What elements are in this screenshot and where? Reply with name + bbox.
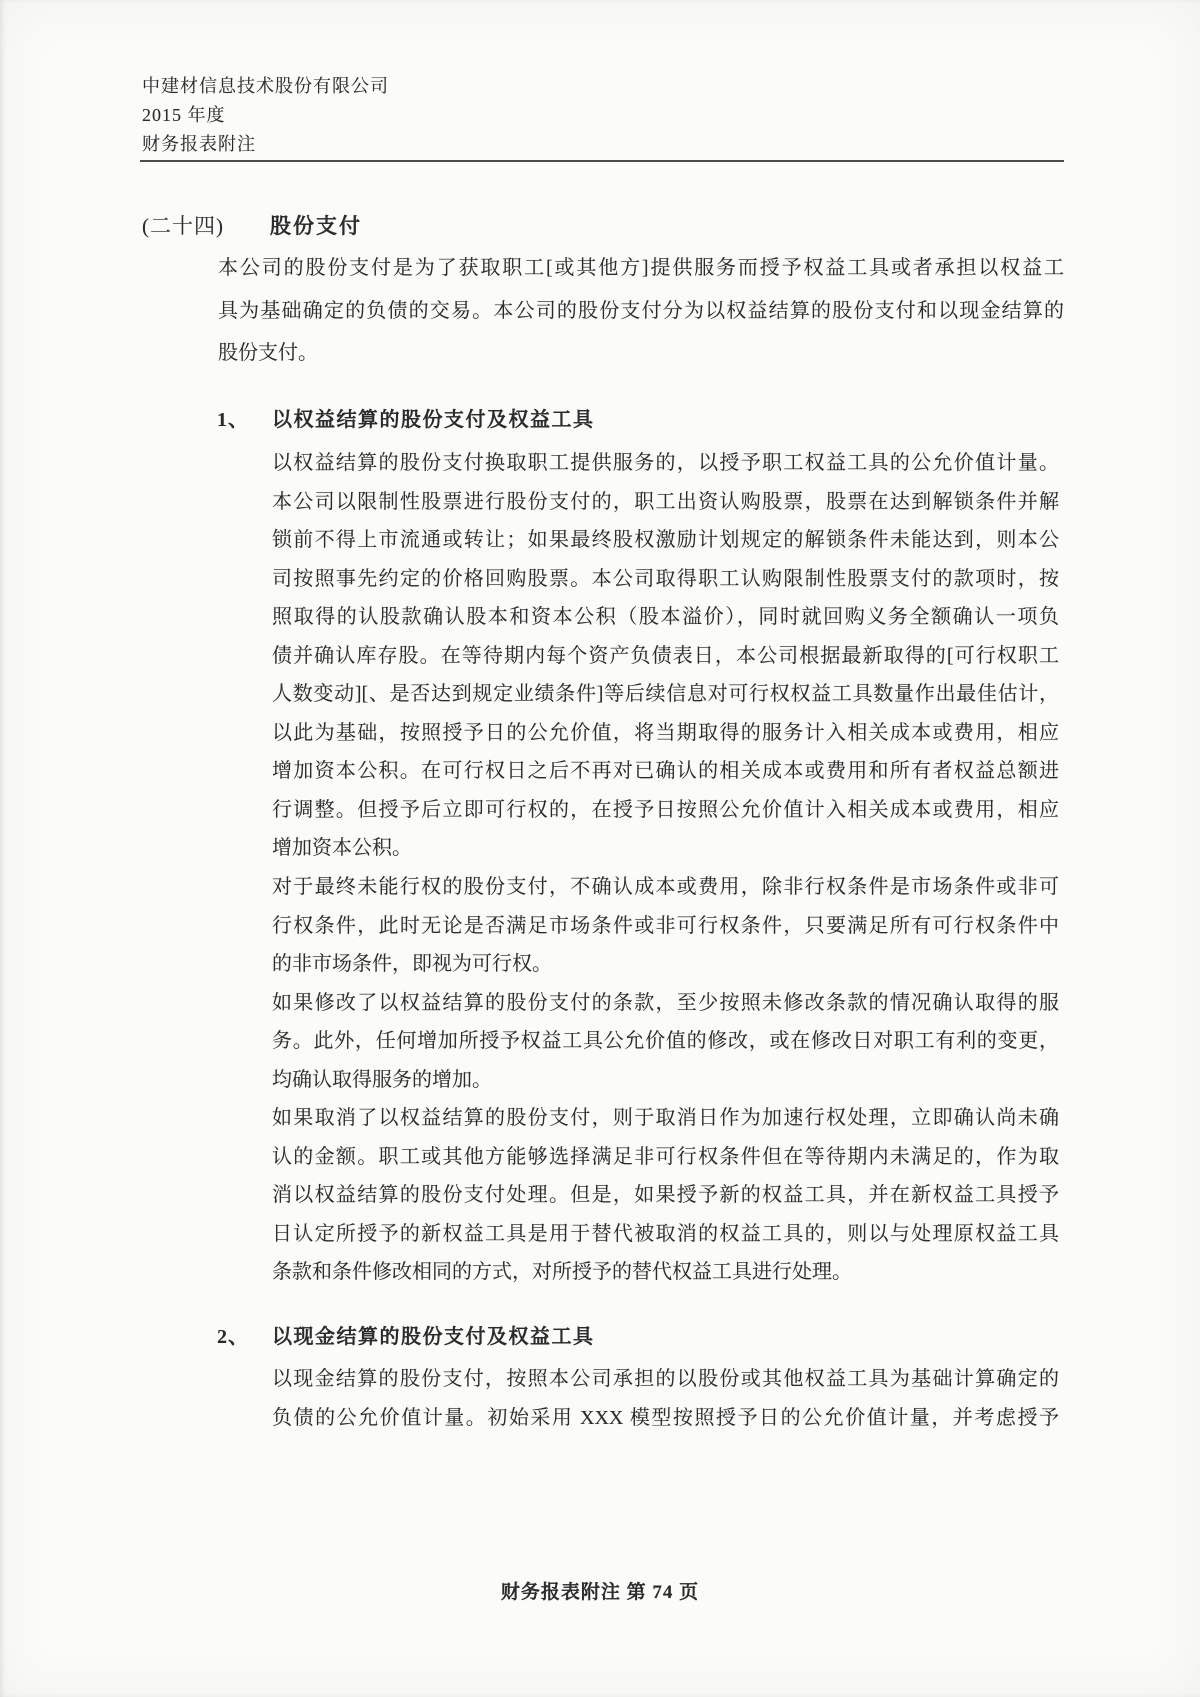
- text-line: 的非市场条件，即视为可行权。: [272, 953, 552, 976]
- text-line: 照取得的认股款确认股本和资本公积（股本溢价），同时就回购义务全额确认一项负: [272, 606, 1059, 629]
- text-line: 条款和条件修改相同的方式，对所授予的替代权益工具进行处理。: [272, 1261, 852, 1284]
- header-doc-title: 财务报表附注: [142, 134, 256, 154]
- subsection-1-number: 1、: [217, 409, 249, 431]
- subsection-1-body: [272, 444, 1059, 1292]
- section-intro-paragraph: [218, 247, 1064, 375]
- text-line: 具为基础确定的负债的交易。本公司的股份支付分为以权益结算的股份支付和以现金结算的: [218, 299, 1064, 322]
- text-line: 均确认取得服务的增加。: [272, 1068, 492, 1091]
- text-line: 本公司的股份支付是为了获取职工[或其他方]提供服务而授予权益工具或者承担以权益工: [218, 257, 1064, 279]
- subsection-1-title: 以权益结算的股份支付及权益工具: [272, 409, 595, 431]
- section-title: 股份支付: [270, 214, 362, 238]
- text-line: 如果取消了以权益结算的股份支付，则于取消日作为加速行权处理，立即确认尚未确: [272, 1107, 1059, 1130]
- text-line: 行调整。但授予后立即可行权的，在授予日按照公允价值计入相关成本或费用，相应: [272, 798, 1059, 821]
- text-line: 锁前不得上市流通或转让；如果最终股权激励计划规定的解锁条件未能达到，则本公: [272, 529, 1059, 552]
- header-fiscal-year: 2015 年度: [142, 105, 226, 125]
- text-line: 对于最终未能行权的股份支付，不确认成本或费用，除非行权条件是市场条件或非可: [272, 876, 1059, 899]
- header-company-name: 中建材信息技术股份有限公司: [142, 76, 389, 96]
- section-number: (二十四): [142, 214, 224, 238]
- text-line: 以此为基础，按照授予日的公允价值，将当期取得的服务计入相关成本或费用，相应: [272, 721, 1059, 744]
- subsection-2-title: 以现金结算的股份支付及权益工具: [272, 1326, 595, 1348]
- text-line: 如果修改了以权益结算的股份支付的条款，至少按照未修改条款的情况确认取得的服: [272, 991, 1059, 1014]
- text-line: 股份支付。: [218, 342, 318, 365]
- text-line: 认的金额。职工或其他方能够选择满足非可行权条件但在等待期内未满足的，作为取: [272, 1145, 1059, 1168]
- section-heading: [142, 210, 362, 240]
- page-header: [142, 72, 389, 159]
- subsection-2-body: [272, 1360, 1059, 1437]
- text-line: 债并确认库存股。在等待期内每个资产负债表日，本公司根据最新取得的[可行权职工: [272, 644, 1059, 667]
- text-line: 务。此外，任何增加所授予权益工具公允价值的修改，或在修改日对职工有利的变更，: [272, 1030, 1059, 1053]
- text-line: 司按照事先约定的价格回购股票。本公司取得职工认购限制性股票支付的款项时，按: [272, 567, 1059, 590]
- text-line: 日认定所授予的新权益工具是用于替代被取消的权益工具的，则以与处理原权益工具: [272, 1222, 1059, 1245]
- text-line: 负债的公允价值计量。初始采用 XXX 模型按照授予日的公允价值计量，并考虑授予: [272, 1406, 1059, 1429]
- text-line: 行权条件，此时无论是否满足市场条件或非可行权条件，只要满足所有可行权条件中: [272, 914, 1059, 937]
- text-line: 消以权益结算的股份支付处理。但是，如果授予新的权益工具，并在新权益工具授予: [272, 1184, 1059, 1207]
- subsection-2-heading: [217, 1320, 595, 1349]
- text-line: 以权益结算的股份支付换取职工提供服务的，以授予职工权益工具的公允价值计量。: [272, 452, 1059, 474]
- subsection-1-heading: [217, 403, 595, 432]
- text-line: 以现金结算的股份支付，按照本公司承担的以股份或其他权益工具为基础计算确定的: [272, 1368, 1059, 1390]
- text-line: 增加资本公积。: [272, 837, 412, 860]
- header-rule: [140, 160, 1064, 162]
- page-footer: 财务报表附注 第 74 页: [500, 1582, 700, 1603]
- text-line: 增加资本公积。在可行权日之后不再对已确认的相关成本或费用和所有者权益总额进: [272, 760, 1059, 783]
- text-line: 本公司以限制性股票进行股份支付的，职工出资认购股票，股票在达到解锁条件并解: [272, 490, 1059, 513]
- text-line: 人数变动][、是否达到规定业绩条件]等后续信息对可行权权益工具数量作出最佳估计，: [272, 683, 1059, 706]
- subsection-2-number: 2、: [217, 1326, 249, 1348]
